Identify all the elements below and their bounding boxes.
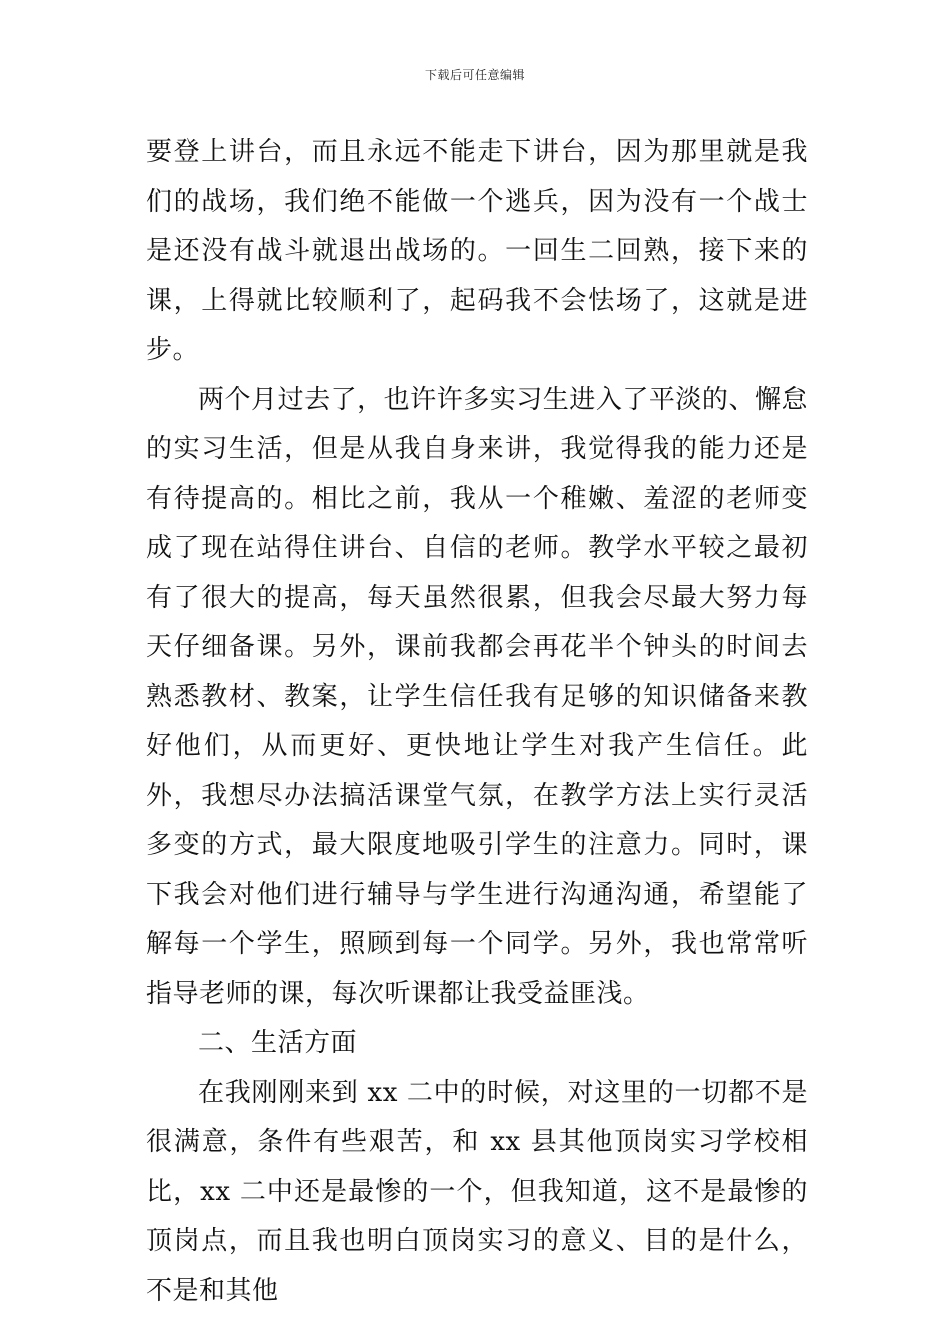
- paragraph-continuation: 要登上讲台，而且永远不能走下讲台，因为那里就是我们的战场，我们绝不能做一个逃兵，因为没有一个战士是还没有战斗就退出战场的。一回生二回熟，接下来的课，上得就比较顺利了，起码我不会怯场了，这就是进步。: [146, 137, 808, 365]
- section-heading-life: 二、生活方面: [198, 1028, 358, 1058]
- document-body: [146, 128, 808, 1316]
- page-header-note: 下载后可任意编辑: [424, 68, 525, 82]
- paragraph-life-conditions: 在我刚刚来到 xx 二中的时候，对这里的一切都不是很满意，条件有些艰苦，和 xx 县其他顶岗实习学校相比，xx 二中还是最惨的一个，但我知道，这不是最惨的顶岗点，而且我也明白顶岗实习的意义、目的是什么，不是和其他: [146, 1077, 808, 1306]
- paragraph-teaching-progress: 两个月过去了，也许许多实习生进入了平淡的、懈怠的实习生活，但是从我自身来讲，我觉得我的能力还是有待提高的。相比之前，我从一个稚嫩、羞涩的老师变成了现在站得住讲台、自信的老师。教学水平较之最初有了很大的提高，每天虽然很累，但我会尽最大努力每天仔细备课。另外，课前我都会再花半个钟头的时间去熟悉教材、教案，让学生信任我有足够的知识储备来教好他们，从而更好、更快地让学生对我产生信任。此外，我想尽办法搞活课堂气氛，在教学方法上实行灵活多变的方式，最大限度地吸引学生的注意力。同时，课下我会对他们进行辅导与学生进行沟通沟通，希望能了解每一个学生，照顾到每一个同学。另外，我也常常听指导老师的课，每次听课都让我受益匪浅。: [146, 384, 808, 1009]
